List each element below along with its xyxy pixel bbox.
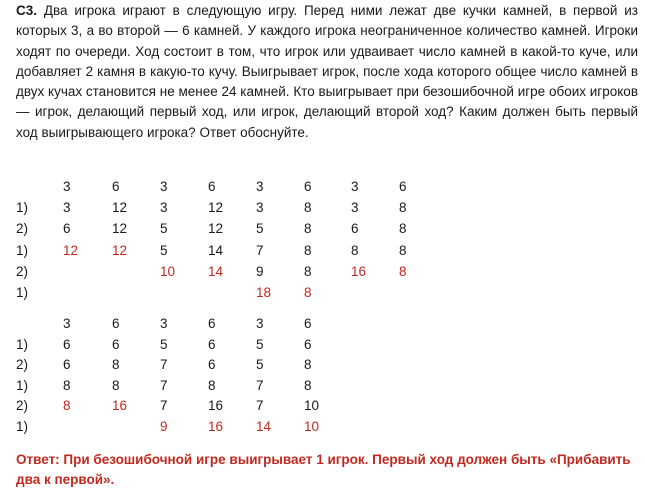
pile-value: 6 (304, 336, 312, 352)
problem-label: С3. (16, 3, 38, 18)
winning-pile-value: 16 (112, 398, 128, 414)
pile-value: 7 (256, 377, 264, 393)
problem-statement (16, 1, 638, 143)
pile-value: 12 (208, 200, 224, 216)
player-turn-label: 2) (16, 263, 29, 279)
pile-value: 8 (304, 221, 312, 237)
pile-value: 3 (160, 200, 168, 216)
pile-value: 8 (63, 377, 71, 393)
winning-pile-value: 8 (304, 285, 312, 300)
pile-value: 6 (63, 336, 71, 352)
pile-value: 8 (399, 200, 407, 216)
pile-value: 5 (160, 221, 168, 237)
pile-value: 6 (304, 179, 312, 194)
pile-value: 12 (208, 221, 224, 237)
pile-value: 7 (160, 377, 168, 393)
pile-value: 8 (112, 357, 120, 373)
winning-pile-value: 12 (63, 242, 79, 258)
pile-value: 8 (208, 377, 216, 393)
pile-value: 3 (63, 200, 71, 216)
pile-value: 6 (63, 357, 71, 373)
pile-value: 3 (63, 179, 71, 194)
pile-value: 12 (112, 200, 128, 216)
player-turn-label: 1) (16, 419, 29, 434)
pile-value: 6 (63, 221, 71, 237)
pile-value: 8 (399, 242, 407, 258)
pile-value: 6 (112, 316, 120, 331)
answer-text: Ответ: При безошибочной игре выигрывает 1 игрок. Первый ход должен быть «Прибавить два к первой». (16, 452, 631, 487)
pile-value: 3 (256, 316, 264, 331)
winning-pile-value: 10 (304, 419, 320, 434)
winning-pile-value: 10 (160, 263, 176, 279)
pile-value: 3 (160, 179, 168, 194)
pile-value: 7 (256, 242, 264, 258)
winning-pile-value: 9 (160, 419, 168, 434)
pile-value: 8 (112, 377, 120, 393)
player-turn-label: 2) (16, 221, 29, 237)
pile-value: 6 (351, 221, 359, 237)
pile-value: 14 (208, 242, 224, 258)
pile-value: 8 (399, 221, 407, 237)
winning-pile-value: 14 (208, 263, 224, 279)
pile-value: 7 (256, 398, 264, 414)
pile-value: 5 (160, 242, 168, 258)
pile-value: 3 (63, 316, 71, 331)
pile-value: 6 (304, 316, 312, 331)
pile-value: 6 (208, 316, 216, 331)
pile-value: 3 (256, 200, 264, 216)
pile-value: 6 (208, 179, 216, 194)
pile-value: 3 (351, 179, 359, 194)
player-turn-label: 1) (16, 242, 29, 258)
pile-value: 3 (256, 179, 264, 194)
pile-value: 8 (351, 242, 359, 258)
pile-value: 6 (208, 357, 216, 373)
pile-value: 8 (304, 200, 312, 216)
pile-value: 12 (112, 221, 128, 237)
pile-value: 5 (256, 221, 264, 237)
pile-value: 7 (160, 398, 168, 414)
player-turn-label: 1) (16, 200, 29, 216)
pile-value: 8 (304, 263, 312, 279)
pile-value: 7 (160, 357, 168, 373)
pile-value: 6 (112, 179, 120, 194)
pile-value: 6 (399, 179, 407, 194)
pile-value: 5 (160, 336, 168, 352)
player-turn-label: 2) (16, 398, 29, 414)
pile-value: 5 (256, 357, 264, 373)
player-turn-label: 2) (16, 357, 29, 373)
pile-value: 6 (112, 336, 120, 352)
problem-text: Два игрока играют в следующую игру. Перед ними лежат две кучки камней, в первой из которых 3, а во второй — 6 камней. У каждого игрока неограниченное количество камней. Игроки ходят по очереди. Ход состоит в том, что игрок или удваивает число камней в какой-то куче, или добавляет 2 камня в какую-то кучу. Выигрывает игрок, после хода которого общее число камней в двух кучах становится не менее 24 камней. Кто выигрывает при безошибочной игре обоих игроков — игрок, делающий первый ход, или игрок, делающий второй ход? Каким должен быть первый ход выигрывающего игрока? Ответ обоснуйте. (16, 3, 638, 140)
pile-value: 8 (304, 357, 312, 373)
winning-pile-value: 8 (399, 263, 407, 279)
player-turn-label: 1) (16, 377, 29, 393)
winning-pile-value: 8 (63, 398, 71, 414)
pile-value: 3 (351, 200, 359, 216)
winning-pile-value: 16 (351, 263, 367, 279)
pile-value: 5 (256, 336, 264, 352)
pile-value: 9 (256, 263, 264, 279)
player-turn-label: 1) (16, 285, 29, 300)
pile-value: 3 (160, 316, 168, 331)
pile-value: 6 (208, 336, 216, 352)
winning-pile-value: 12 (112, 242, 128, 258)
winning-pile-value: 18 (256, 285, 272, 300)
pile-value: 16 (208, 398, 224, 414)
winning-pile-value: 14 (256, 419, 272, 434)
winning-pile-value: 16 (208, 419, 224, 434)
pile-value: 8 (304, 377, 312, 393)
pile-value: 10 (304, 398, 320, 414)
pile-value: 8 (304, 242, 312, 258)
player-turn-label: 1) (16, 336, 29, 352)
